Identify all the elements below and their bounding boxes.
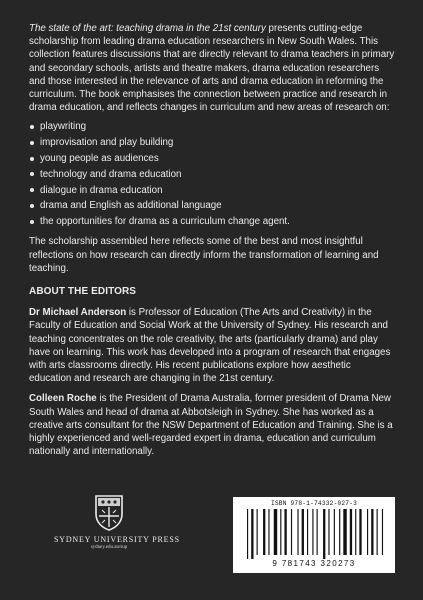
topics-list (29, 120, 395, 228)
barcode-bar (339, 509, 340, 555)
barcode-digits: 9 781743 320273 (272, 559, 356, 568)
barcode-bar (382, 509, 383, 555)
editors-heading: ABOUT THE EDITORS (29, 286, 137, 298)
barcode-bar (359, 509, 361, 555)
barcode-bar (297, 509, 298, 555)
barcode-bar (268, 509, 269, 555)
editor-bio (29, 392, 395, 458)
bullet-icon (30, 141, 34, 145)
closing-paragraph: The scholarship assembled here reflects some of the best and most insightful reflections on how research can directly inform the transformation of learning and teaching. (29, 236, 379, 274)
list-item (29, 199, 395, 212)
topic-label: improvisation and play building (40, 137, 174, 149)
bullet-icon (30, 172, 34, 176)
barcode-bar (355, 509, 356, 555)
book-title: The state of the art: teaching drama in the 21st century (29, 23, 266, 34)
editor-name: Colleen Roche (29, 393, 97, 405)
intro-text: presents cutting-edge scholarship from leading drama education researchers in New South Wales. This collection features discussions that are directly relevant to drama teachers in primary and secondary schools, artists and theatre makers, drama education researchers and those interested in the relevance of arts and drama education in reforming the curriculum. The book emphasises the connection between practice and research in drama education, and reflects changes in curriculum and new areas of research on: (29, 23, 395, 114)
barcode-bar (247, 509, 248, 559)
publisher-url: sydney.edu.au/sup (90, 545, 128, 550)
bullet-icon (30, 157, 34, 161)
barcode-bar (291, 509, 292, 555)
editor-name: Dr Michael Anderson (29, 307, 127, 319)
editor-bio (29, 306, 395, 385)
barcode-bar (323, 509, 325, 559)
topic-label: technology and drama education (40, 168, 182, 180)
publisher-logo (54, 494, 180, 550)
topic-label: young people as audiences (40, 153, 159, 165)
barcode-bar (371, 509, 373, 555)
list-item (29, 120, 395, 133)
editor-bio-text: is the President of Drama Australia, former president of Drama New South Wales and head of drama at Abbotsleigh in Sydney. She has worked as a creative arts consultant for the NSW Department of Education and Training. She is a highly experienced and well-regarded expert in drama, education and curriculum nationally and internationally. (29, 393, 393, 458)
barcode-bars (243, 509, 385, 559)
bullet-icon (30, 188, 34, 192)
barcode-bar (302, 509, 304, 555)
list-item (29, 168, 395, 181)
barcode-bar (251, 509, 253, 559)
barcode-bar (343, 509, 346, 555)
intro-paragraph (29, 22, 395, 114)
list-item (29, 152, 395, 165)
topic-label: playwriting (40, 121, 87, 133)
back-cover-text (29, 22, 395, 465)
barcode-bar (312, 509, 313, 555)
barcode-bar (377, 509, 378, 555)
bullet-icon (30, 125, 34, 129)
bullet-icon (30, 204, 34, 208)
barcode-bar (274, 509, 277, 555)
barcode-bar (350, 509, 352, 555)
barcode-bar (328, 509, 329, 555)
barcode-bar (367, 509, 368, 555)
barcode-bar (263, 509, 265, 555)
topic-label: the opportunities for drama as a curriculum change agent. (40, 216, 290, 228)
isbn-label: ISBN 978-1-74332-027-3 (270, 500, 358, 507)
barcode-bar (334, 509, 335, 555)
barcode-bar (307, 509, 308, 555)
university-shield-icon (94, 494, 124, 532)
editor-bio-text: is Professor of Education (The Arts and Creativity) in the Faculty of Education and Social Work at the University of Sydney. His research and teaching concentrates on the role creativity, the arts (particularly drama) and play have on learning. This work has developed into a program of research that engages with arts classrooms directly. His recent publications explore how aesthetic education and research are changing in the 21st century. (29, 307, 391, 385)
bullet-icon (30, 220, 34, 224)
list-item (29, 136, 395, 149)
publisher-name: SYDNEY UNIVERSITY PRESS (54, 535, 180, 544)
barcode-bar (317, 509, 318, 555)
barcode-bar (280, 509, 281, 555)
topic-label: drama and English as additional language (40, 200, 222, 212)
barcode-bar (257, 509, 258, 555)
barcode-bar (284, 509, 286, 555)
topic-label: dialogue in drama education (40, 184, 163, 196)
list-item (29, 184, 395, 197)
list-item (29, 215, 395, 228)
isbn-barcode (233, 497, 395, 573)
